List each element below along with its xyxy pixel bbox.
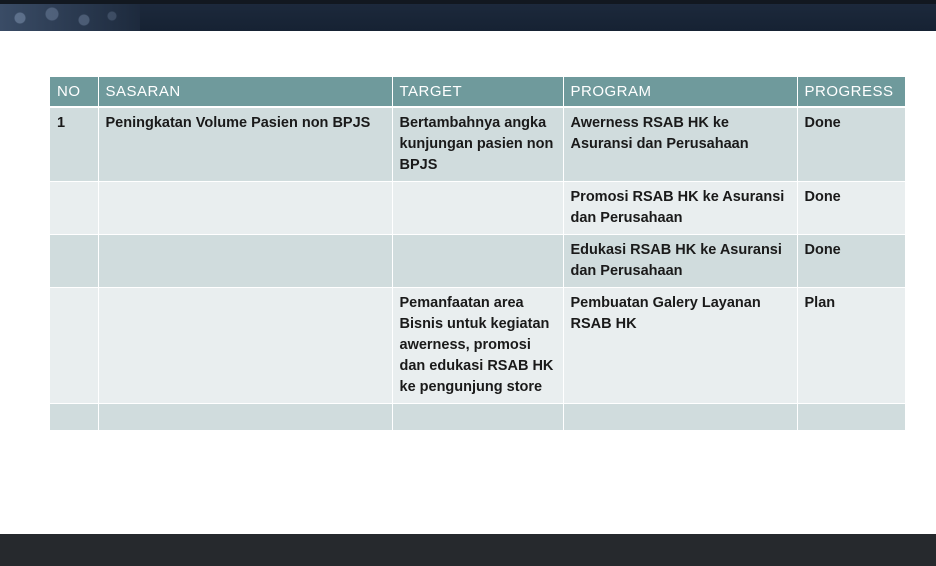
cell-no [50, 288, 98, 404]
cell-sasaran [98, 182, 392, 235]
cell-no [50, 235, 98, 288]
table-row [50, 182, 905, 235]
table-row [50, 404, 905, 431]
cell-progress [797, 404, 905, 431]
cell-no [50, 182, 98, 235]
banner-ornament [0, 4, 140, 31]
cell-sasaran: Peningkatan Volume Pasien non BPJS [98, 107, 392, 182]
cell-program: Awerness RSAB HK ke Asuransi dan Perusahaan [563, 107, 797, 182]
cell-sasaran [98, 404, 392, 431]
header-no: NO [50, 77, 98, 107]
cell-sasaran [98, 235, 392, 288]
top-banner [0, 0, 936, 31]
cell-target: Bertambahnya angka kunjungan pasien non BPJS [392, 107, 563, 182]
top-edge [0, 0, 936, 4]
cell-program: Pembuatan Galery Layanan RSAB HK [563, 288, 797, 404]
table-row [50, 107, 905, 182]
cell-no: 1 [50, 107, 98, 182]
cell-target [392, 404, 563, 431]
cell-progress: Done [797, 235, 905, 288]
cell-progress: Plan [797, 288, 905, 404]
cell-sasaran [98, 288, 392, 404]
cell-target: Pemanfaatan area Bisnis untuk kegiatan awerness, promosi dan edukasi RSAB HK ke pengunjung store [392, 288, 563, 404]
cell-progress: Done [797, 182, 905, 235]
header-target: TARGET [392, 77, 563, 107]
cell-target [392, 182, 563, 235]
progress-table [50, 77, 905, 431]
bottom-bar [0, 534, 936, 566]
cell-program: Edukasi RSAB HK ke Asuransi dan Perusahaan [563, 235, 797, 288]
cell-target [392, 235, 563, 288]
table-row [50, 235, 905, 288]
cell-program: Promosi RSAB HK ke Asuransi dan Perusahaan [563, 182, 797, 235]
table-row [50, 288, 905, 404]
header-program: PROGRAM [563, 77, 797, 107]
table-header-row [50, 77, 905, 107]
header-sasaran: SASARAN [98, 77, 392, 107]
cell-no [50, 404, 98, 431]
header-progress: PROGRESS [797, 77, 905, 107]
cell-program [563, 404, 797, 431]
cell-progress: Done [797, 107, 905, 182]
